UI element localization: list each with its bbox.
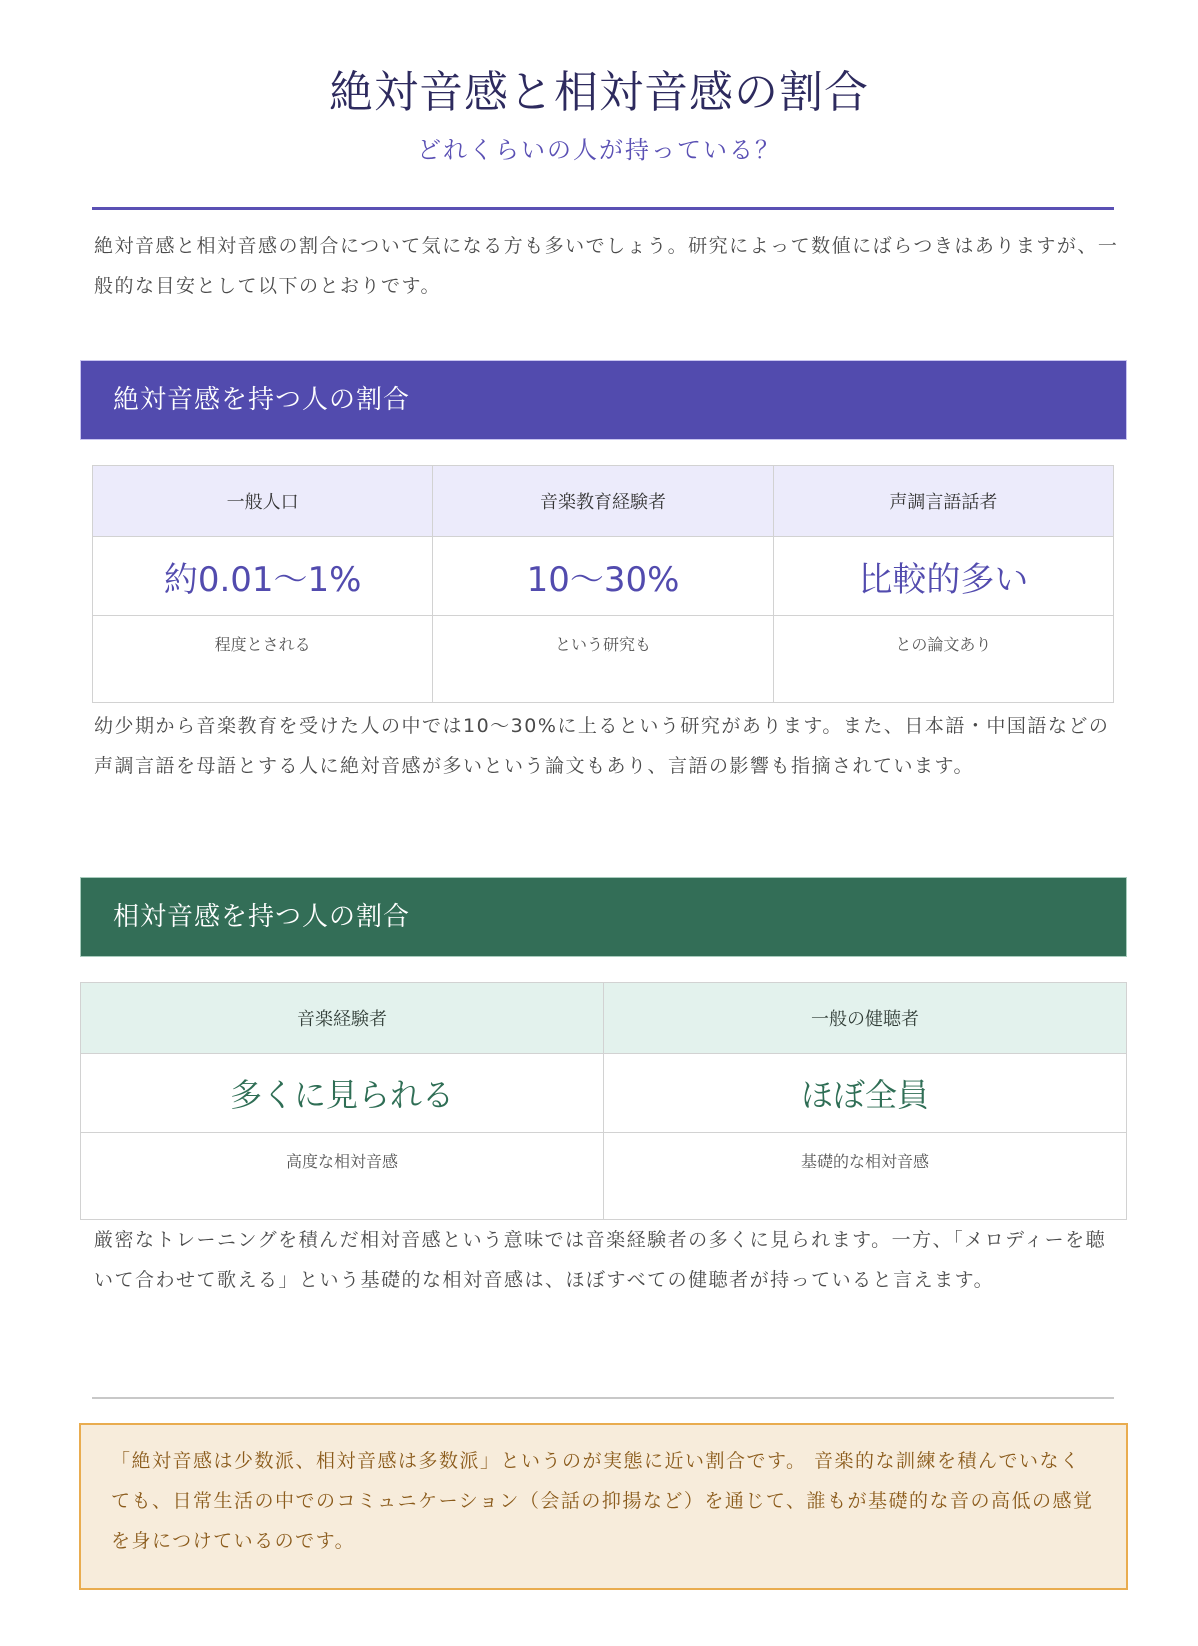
column-header: 音楽教育経験者 [433,466,773,537]
stat-value: 約0.01〜1% [93,537,433,616]
absolute-pitch-table [92,465,1114,703]
absolute-pitch-heading: 絶対音感を持つ人の割合 [80,360,1127,440]
page-title: 絶対音感と相対音感の割合 [329,67,869,118]
stat-value: ほぼ全員 [604,1054,1127,1133]
table-value-row [93,537,1114,616]
column-header: 音楽経験者 [81,983,604,1054]
table-note-row [81,1133,1127,1220]
table-note-row [93,616,1114,703]
relative-pitch-heading: 相対音感を持つ人の割合 [80,877,1127,957]
table-value-row [81,1054,1127,1133]
intro-paragraph: 絶対音感と相対音感の割合について気になる方も多いでしょう。研究によって数値にばらつきはありますが、一般的な目安として以下のとおりです。 [94,235,1119,297]
column-header: 一般人口 [93,466,433,537]
stat-value: 比較的多い [773,537,1113,616]
table-header-row [93,466,1114,537]
stat-note: との論文あり [773,616,1113,703]
stat-note: 高度な相対音感 [81,1133,604,1220]
page-subtitle: どれくらいの人が持っている？ [417,136,781,164]
column-header: 声調言語話者 [773,466,1113,537]
stat-note: という研究も [433,616,773,703]
section-divider [92,1397,1114,1399]
title-divider [92,207,1114,210]
summary-box [79,1423,1128,1590]
stat-note: 基礎的な相対音感 [604,1133,1127,1220]
stat-note: 程度とされる [93,616,433,703]
summary-text: 「絶対音感は少数派、相対音感は多数派」というのが実態に近い割合です。 音楽的な訓練を積んでいなくても、日常生活の中でのコミュニケーション（会話の抑揚など）を通じて、誰もが基礎的な音の高低の感覚を身につけているのです。 [111,1450,1094,1552]
column-header: 一般の健聴者 [604,983,1127,1054]
stat-value: 多くに見られる [81,1054,604,1133]
relative-pitch-table [80,982,1127,1220]
absolute-pitch-paragraph: 幼少期から音楽教育を受けた人の中では10〜30%に上るという研究があります。また、日本語・中国語などの声調言語を母語とする人に絶対音感が多いという論文もあり、言語の影響も指摘されています。 [94,715,1110,777]
stat-value: 10〜30% [433,537,773,616]
table-header-row [81,983,1127,1054]
relative-pitch-paragraph: 厳密なトレーニングを積んだ相対音感という意味では音楽経験者の多くに見られます。一方、「メロディーを聴いて合わせて歌える」という基礎的な相対音感は、ほぼすべての健聴者が持っていると言えます。 [94,1229,1107,1291]
